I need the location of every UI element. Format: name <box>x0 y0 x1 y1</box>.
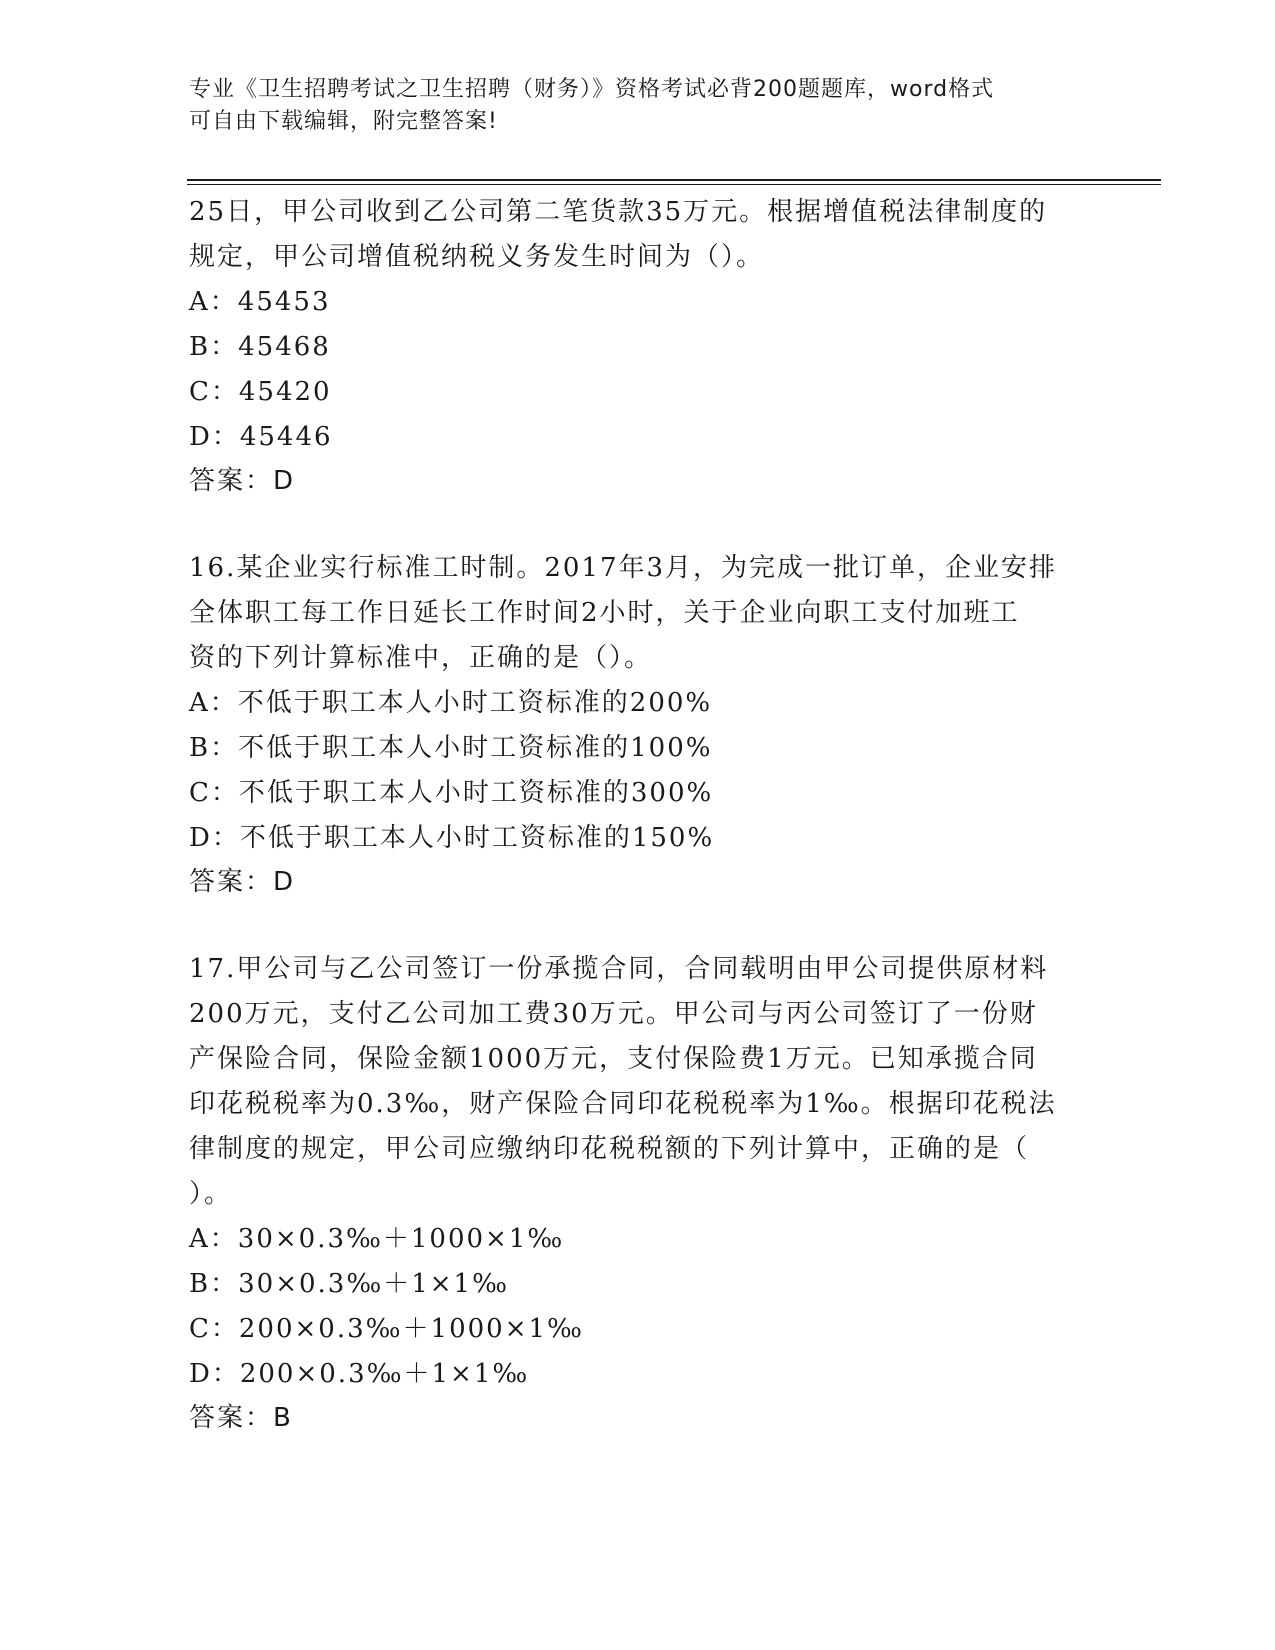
answer-line: 答案：D <box>189 466 296 496</box>
option-c: C：45420 <box>189 377 332 407</box>
spacer <box>189 903 1089 947</box>
question-block <box>189 546 1089 903</box>
option-a: A：30×0.3‰＋1000×1‰ <box>189 1224 565 1254</box>
question-line: 规定，甲公司增值税纳税义务发生时间为（）。 <box>189 242 765 272</box>
spacer <box>189 502 1089 546</box>
question-line: 产保险合同，保险金额1000万元，支付保险费1万元。已知承揽合同 <box>189 1044 1038 1074</box>
header-divider-thick <box>187 179 1161 181</box>
option-c: C：200×0.3‰＋1000×1‰ <box>189 1314 584 1344</box>
question-line: 资的下列计算标准中，正确的是（）。 <box>189 643 653 673</box>
option-b: B：不低于职工本人小时工资标准的100% <box>189 733 713 763</box>
question-line: 200万元，支付乙公司加工费30万元。甲公司与丙公司签订了一份财 <box>189 999 1038 1029</box>
question-line: ）。 <box>189 1179 233 1209</box>
question-block <box>189 947 1089 1439</box>
option-d: D：45446 <box>189 422 333 452</box>
option-a: A：45453 <box>189 287 331 317</box>
question-line: 16.某企业实行标准工时制。2017年3月，为完成一批订单，企业安排 <box>189 553 1058 583</box>
option-b: B：30×0.3‰＋1×1‰ <box>189 1269 509 1299</box>
question-line: 印花税税率为0.3‰，财产保险合同印花税税率为1‰。根据印花税法 <box>189 1089 1057 1119</box>
question-line: 25日，甲公司收到乙公司第二笔货款35万元。根据增值税法律制度的 <box>189 197 1048 227</box>
header-divider-thin <box>187 184 1161 185</box>
document-header <box>189 74 1089 138</box>
option-c: C：不低于职工本人小时工资标准的300% <box>189 778 714 808</box>
question-line: 17.甲公司与乙公司签订一份承揽合同，合同载明由甲公司提供原材料 <box>189 954 1049 984</box>
answer-line: 答案：B <box>189 1403 293 1433</box>
answer-line: 答案：D <box>189 867 296 897</box>
question-block <box>189 190 1089 502</box>
question-line: 全体职工每工作日延长工作时间2小时，关于企业向职工支付加班工 <box>189 598 1020 628</box>
option-a: A：不低于职工本人小时工资标准的200% <box>189 688 713 718</box>
option-d: D：不低于职工本人小时工资标准的150% <box>189 823 715 853</box>
question-list <box>189 190 1089 1439</box>
header-line-1: 专业《卫生招聘考试之卫生招聘（财务）》资格考试必背200题题库，word格式 <box>189 77 995 102</box>
header-line-2: 可自由下载编辑，附完整答案! <box>189 109 498 134</box>
option-d: D：200×0.3‰＋1×1‰ <box>189 1359 530 1389</box>
option-b: B：45468 <box>189 332 331 362</box>
question-line: 律制度的规定，甲公司应缴纳印花税税额的下列计算中，正确的是（ <box>189 1134 1030 1164</box>
